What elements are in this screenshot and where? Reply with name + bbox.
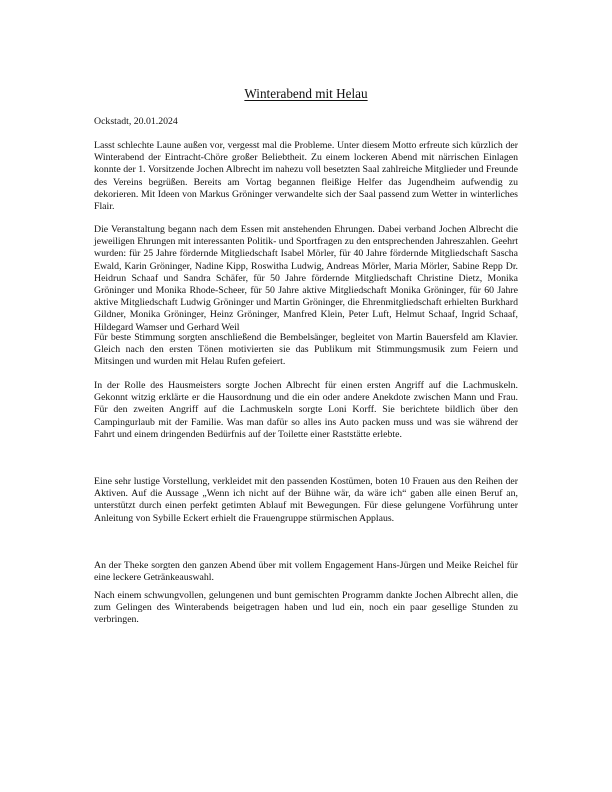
paragraph-closing: Nach einem schwungvollen, gelungenen und bunt gemischten Programm dankte Jochen Albrecht allen, die zum Gelingen des Winterabends beigetragen haben und lud ein, noch ein paar gesellige Stunden zu verbringen. [94, 590, 518, 626]
paragraph-intro: Lasst schlechte Laune außen vor, vergesst mal die Probleme. Unter diesem Motto erfreute sich kürzlich der Winterabend der Eintracht-Chöre großer Beliebtheit. Zu einem lockeren Abend mit närrischen Einlagen konnte der 1. Vorsitzende Jochen Albrecht im nahezu voll besetzten Saal zahlreiche Mitglieder und Freunde des Vereins begrüßen. Bereits am Vortag begannen fleißige Helfer das Jugendheim aufwendig zu dekorieren. Mit Ideen von Markus Gröninger verwandelte sich der Saal passend zum Wetter in winterliches Flair. [94, 140, 518, 213]
title-text: Winterabend mit Helau [244, 86, 368, 101]
page-title [0, 86, 612, 102]
paragraph-honors: Die Veranstaltung begann nach dem Essen mit anstehenden Ehrungen. Dabei verband Jochen Albrecht die jeweiligen Ehrungen mit interessanten Politik- und Sportfragen zu den entsprechenden Jahreszahlen. Geehrt wurden: für 25 Jahre fördernde Mitgliedschaft Isabel Mörler, für 40 Jahre fördernde Mitgliedschaft Sascha Ewald, Karin Gröninger, Nadine Kipp, Roswitha Ludwig, Andreas Mörler, Maria Mörler, Sabine Repp Dr. Heidrun Schaaf und Sandra Schäfer, für 50 Jahre fördernde Mitgliedschaft Christine Dietz, Monika Gröninger und Monika Rhode-Scheer, für 50 Jahre aktive Mitgliedschaft Monika Gröninger, für 60 Jahre aktive Mitgliedschaft Ludwig Gröninger und Martin Gröninger, die Ehrenmitgliedschaft erhielten Burkhard Gildner, Monika Gröninger, Heinz Gröninger, Manfred Klein, Peter Luft, Helmut Schaaf, Ingrid Schaaf, Hildegard Wamser und Gerhard Weil [94, 224, 518, 333]
dateline: Ockstadt, 20.01.2024 [94, 116, 178, 127]
paragraph-performance: Eine sehr lustige Vorstellung, verkleidet mit den passenden Kostümen, boten 10 Frauen aus den Reihen der Aktiven. Auf die Aussage „Wenn ich nicht auf der Bühne wär, da wäre ich“ gaben alle einen Beruf an, unterstützt durch einen perfekt getimten Ablauf mit Bewegungen. Für diese gelungene Vorführung unter Anleitung von Sybille Eckert erhielt die Frauengruppe stürmischen Applaus. [94, 476, 518, 524]
paragraph-music: Für beste Stimmung sorgten anschließend die Bembelsänger, begleitet von Martin Bauersfeld am Klavier. Gleich nach den ersten Tönen motivierten sie das Publikum mit Stimmungsmusik zum Feiern und Mitsingen und wurden mit Helau Rufen gefeiert. [94, 332, 518, 368]
paragraph-bar: An der Theke sorgten den ganzen Abend über mit vollem Engagement Hans-Jürgen und Meike Reichel für eine leckere Getränkeauswahl. [94, 560, 518, 584]
paragraph-comedy: In der Rolle des Hausmeisters sorgte Jochen Albrecht für einen ersten Angriff auf die Lachmuskeln. Gekonnt witzig erklärte er die Hausordnung und die ein oder andere Anekdote zwischen Mann und Frau. Für den zweiten Angriff auf die Lachmuskeln sorgte Loni Korff. Sie berichtete bildlich über den Campingurlaub mit der Familie. Was man dafür so alles ins Auto packen muss und was sie während der Fahrt und einem dringenden Bedürfnis auf der Toilette einer Raststätte erlebte. [94, 380, 518, 440]
